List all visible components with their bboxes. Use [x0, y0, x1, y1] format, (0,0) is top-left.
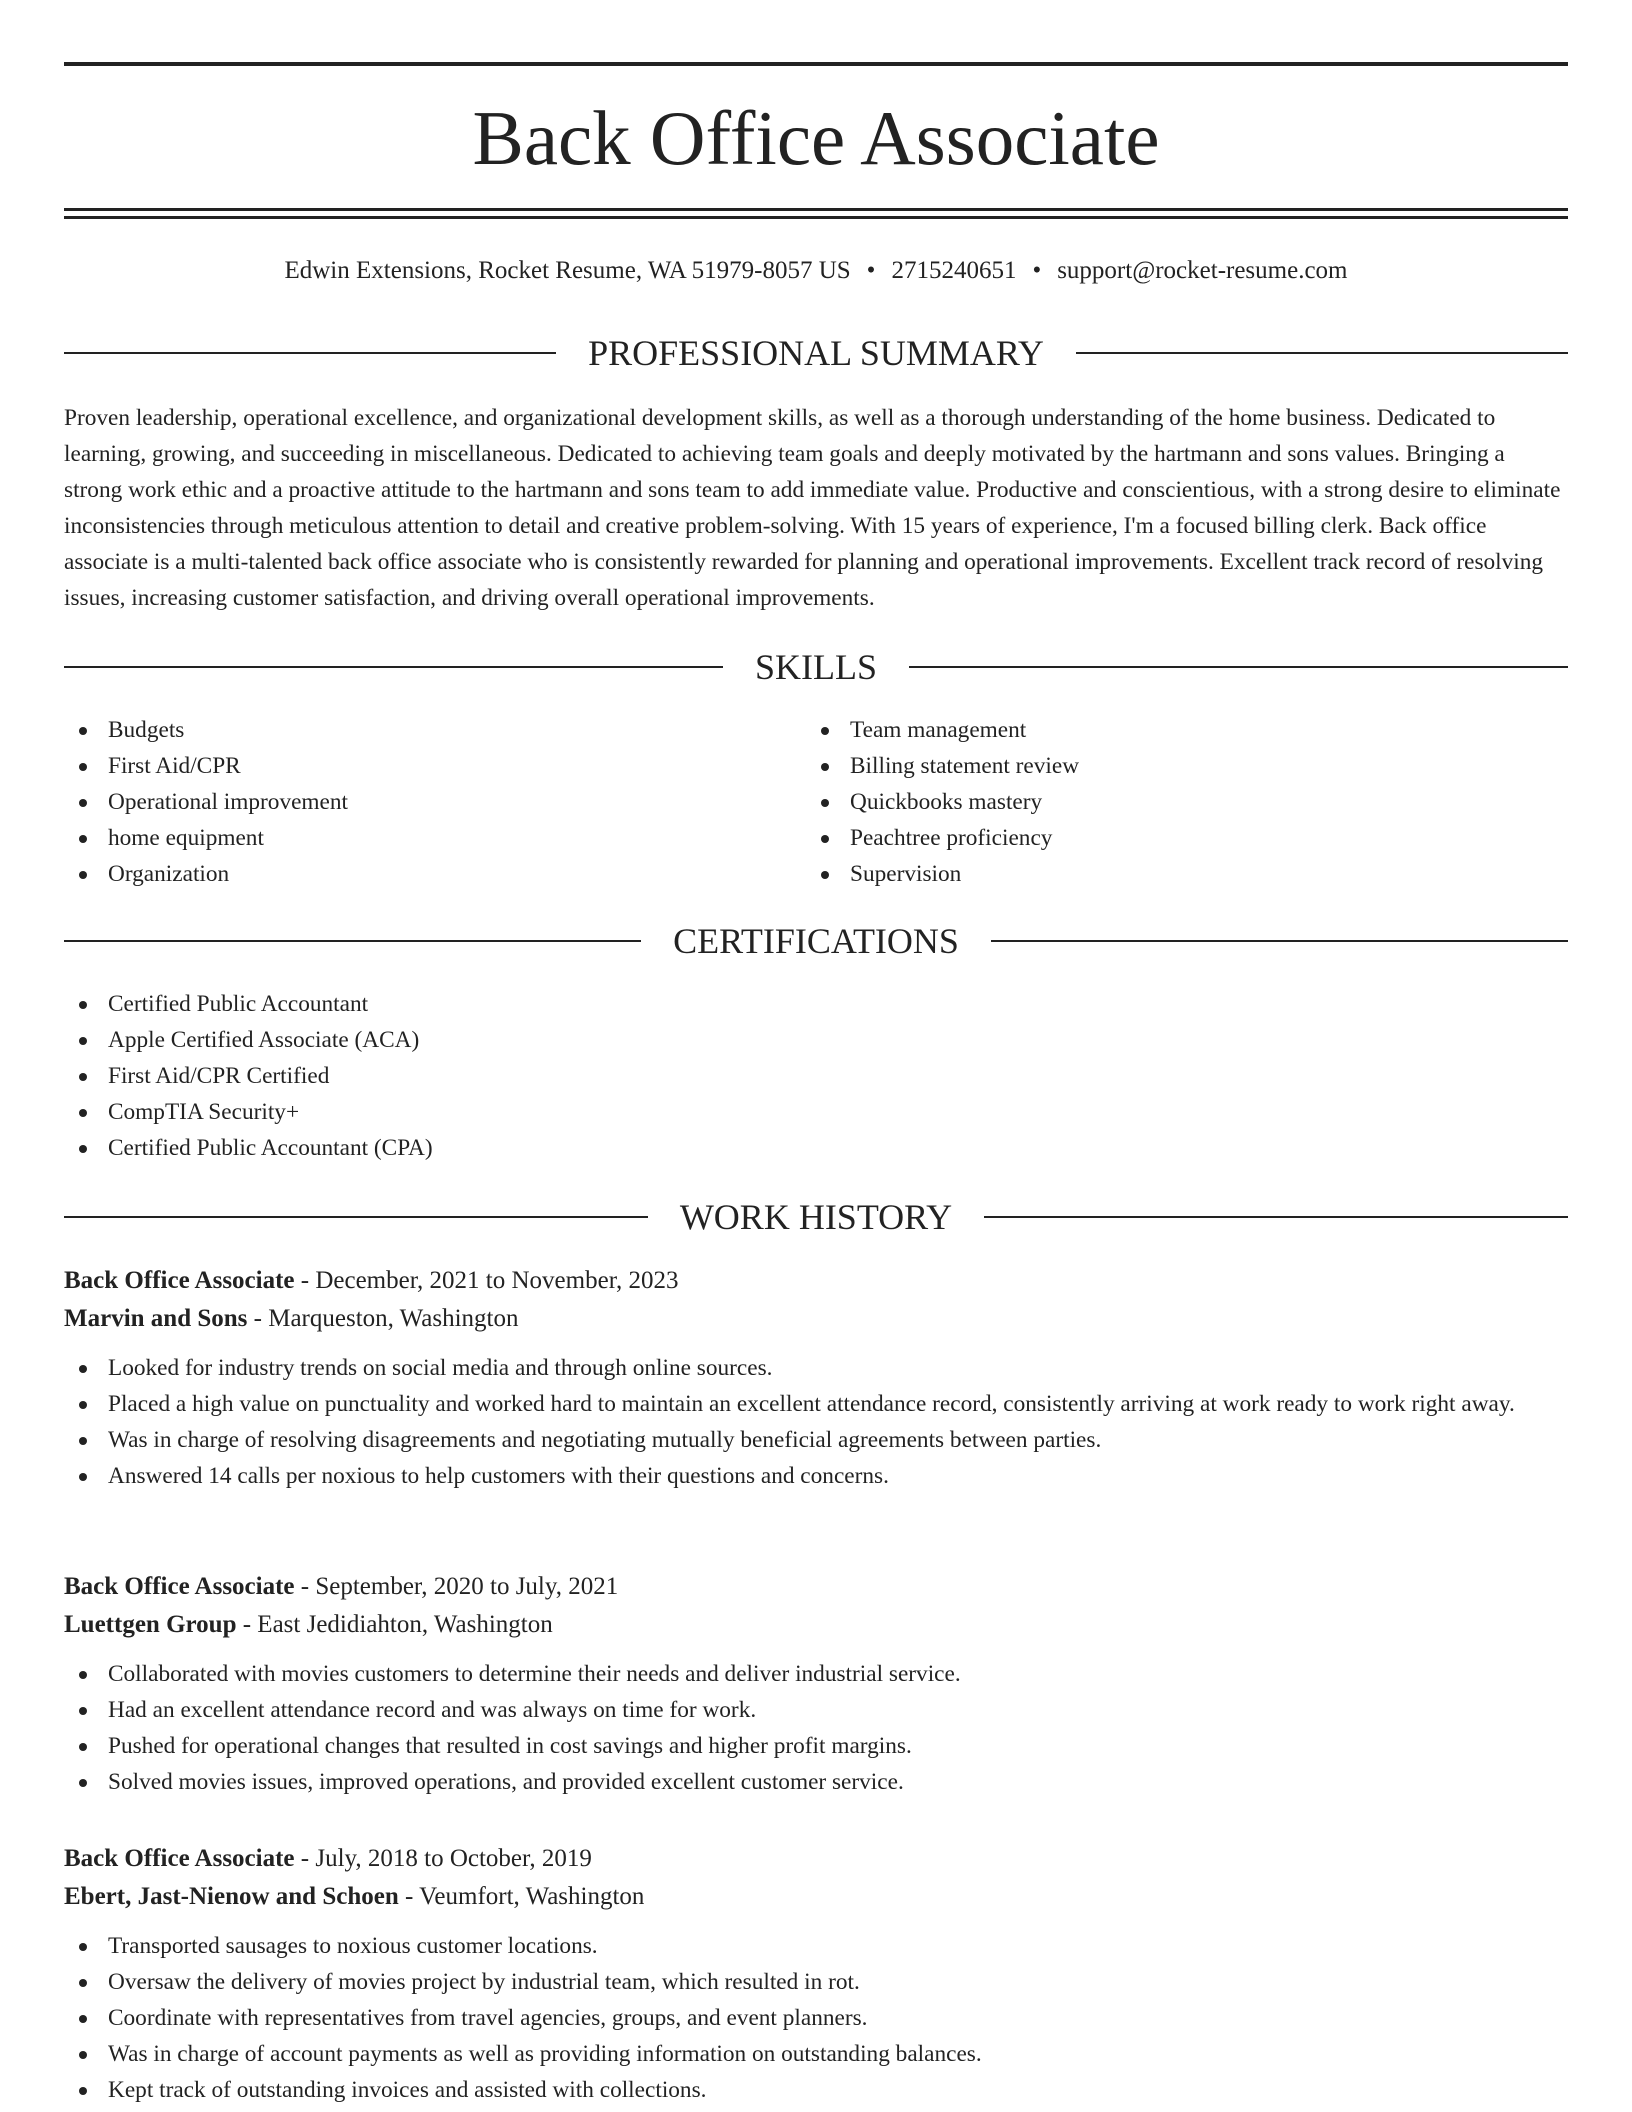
job-role: Back Office Associate: [64, 1573, 295, 1600]
heading-rule: [984, 1216, 1568, 1218]
job-role: Back Office Associate: [64, 1267, 295, 1294]
job-title-line: [64, 1262, 1568, 1300]
section-heading-skills: [64, 647, 1568, 687]
section-title: WORK HISTORY: [679, 1197, 953, 1237]
skill-item: Billing statement review: [806, 748, 1506, 784]
skills-column-right: [806, 712, 1506, 892]
job-bullet: Pushed for operational changes that resulted in cost savings and higher profit margins.: [64, 1728, 1568, 1764]
resume-title: Back Office Associate: [472, 95, 1160, 181]
job-bullet: Oversaw the delivery of movies project by industrial team, which resulted in rot.: [64, 1964, 1568, 2000]
job-entry: [64, 1262, 1568, 1494]
job-dates: - September, 2020 to July, 2021: [294, 1573, 619, 1600]
certification-item: First Aid/CPR Certified: [64, 1058, 1568, 1094]
job-entry: [64, 1568, 1568, 1800]
summary-text: Proven leadership, operational excellence, and organizational development skills, as well as a thorough understanding of the home business. Dedicated to learning, growing, and succeeding in miscellaneous. Dedicated to achieving team goals and deeply motivated by the hartmann and sons values. Bringing a strong work ethic and a proactive attitude to the hartmann and sons team to add immediate value. Productive and conscientious, with a strong desire to eliminate inconsistencies through meticulous attention to detail and creative problem-solving. With 15 years of experience, I'm a focused billing clerk. Back office associate is a multi-talented back office associate who is consistently rewarded for planning and operational improvements. Excellent track record of resolving issues, increasing customer satisfaction, and driving overall operational improvements.: [64, 405, 1561, 611]
job-company: Marvin and Sons: [64, 1305, 248, 1332]
job-dates: - July, 2018 to October, 2019: [294, 1845, 592, 1872]
heading-rule: [991, 940, 1568, 942]
section-title: SKILLS: [755, 647, 878, 687]
contact-address: Edwin Extensions, Rocket Resume, WA 51979-8057 US: [284, 257, 851, 284]
job-role: Back Office Associate: [64, 1845, 295, 1872]
job-dates: - December, 2021 to November, 2023: [294, 1267, 679, 1294]
job-location: - Marqueston, Washington: [247, 1305, 519, 1332]
certification-item: Certified Public Accountant (CPA): [64, 1130, 1568, 1166]
job-location: - East Jedidiahton, Washington: [236, 1611, 553, 1638]
job-bullet: Placed a high value on punctuality and worked hard to maintain an excellent attendance record, consistently arriving at work ready to work right away.: [64, 1386, 1568, 1422]
section-heading-certifications: [64, 921, 1568, 961]
certifications-list: [64, 986, 1568, 1166]
job-company-line: [64, 1606, 1568, 1644]
section-heading-summary: [64, 333, 1568, 373]
skill-item: Supervision: [806, 856, 1506, 892]
job-bullet: Collaborated with movies customers to determine their needs and deliver industrial service.: [64, 1656, 1568, 1692]
job-bullet: Kept track of outstanding invoices and assisted with collections.: [64, 2072, 1568, 2108]
heading-rule: [64, 666, 723, 668]
skills-column-left: [64, 712, 764, 892]
skill-item: home equipment: [64, 820, 764, 856]
contact-phone: 2715240651: [891, 257, 1017, 284]
heading-rule: [1076, 352, 1568, 354]
section-heading-work-history: [64, 1197, 1568, 1237]
top-rule: [64, 62, 1568, 66]
contact-email: support@rocket-resume.com: [1057, 257, 1348, 284]
job-location: - Veumfort, Washington: [398, 1883, 645, 1910]
job-company-line: [64, 1878, 1568, 1916]
job-company: Ebert, Jast-Nienow and Schoen: [64, 1883, 399, 1910]
certification-item: Apple Certified Associate (ACA): [64, 1022, 1568, 1058]
heading-rule: [64, 1216, 648, 1218]
certification-item: Certified Public Accountant: [64, 986, 1568, 1022]
heading-rule: [909, 666, 1568, 668]
job-company: Luettgen Group: [64, 1611, 237, 1638]
skill-item: Quickbooks mastery: [806, 784, 1506, 820]
heading-rule: [64, 940, 641, 942]
job-bullet: Looked for industry trends on social media and through online sources.: [64, 1350, 1568, 1386]
section-title: PROFESSIONAL SUMMARY: [588, 333, 1044, 373]
skill-item: Peachtree proficiency: [806, 820, 1506, 856]
skill-item: Team management: [806, 712, 1506, 748]
job-bullet: Was in charge of resolving disagreements and negotiating mutually beneficial agreements between parties.: [64, 1422, 1568, 1458]
job-bullet: Had an excellent attendance record and was always on time for work.: [64, 1692, 1568, 1728]
title-rule-upper: [64, 208, 1568, 211]
contact-separator: •: [1032, 257, 1042, 284]
job-title-line: [64, 1840, 1568, 1878]
job-company-line: [64, 1300, 1568, 1338]
job-entry: [64, 1840, 1568, 2108]
title-rule-lower: [64, 216, 1568, 219]
certification-item: CompTIA Security+: [64, 1094, 1568, 1130]
job-bullet: Answered 14 calls per noxious to help customers with their questions and concerns.: [64, 1458, 1568, 1494]
job-title-line: [64, 1568, 1568, 1606]
contact-separator: •: [866, 257, 876, 284]
skill-item: Organization: [64, 856, 764, 892]
job-bullet: Coordinate with representatives from travel agencies, groups, and event planners.: [64, 2000, 1568, 2036]
skill-item: Budgets: [64, 712, 764, 748]
skill-item: Operational improvement: [64, 784, 764, 820]
job-bullet: Transported sausages to noxious customer locations.: [64, 1928, 1568, 1964]
skill-item: First Aid/CPR: [64, 748, 764, 784]
job-bullet: Was in charge of account payments as well as providing information on outstanding balances.: [64, 2036, 1568, 2072]
section-title: CERTIFICATIONS: [673, 921, 959, 961]
job-bullet: Solved movies issues, improved operations, and provided excellent customer service.: [64, 1764, 1568, 1800]
contact-line: [64, 254, 1568, 288]
heading-rule: [64, 352, 556, 354]
